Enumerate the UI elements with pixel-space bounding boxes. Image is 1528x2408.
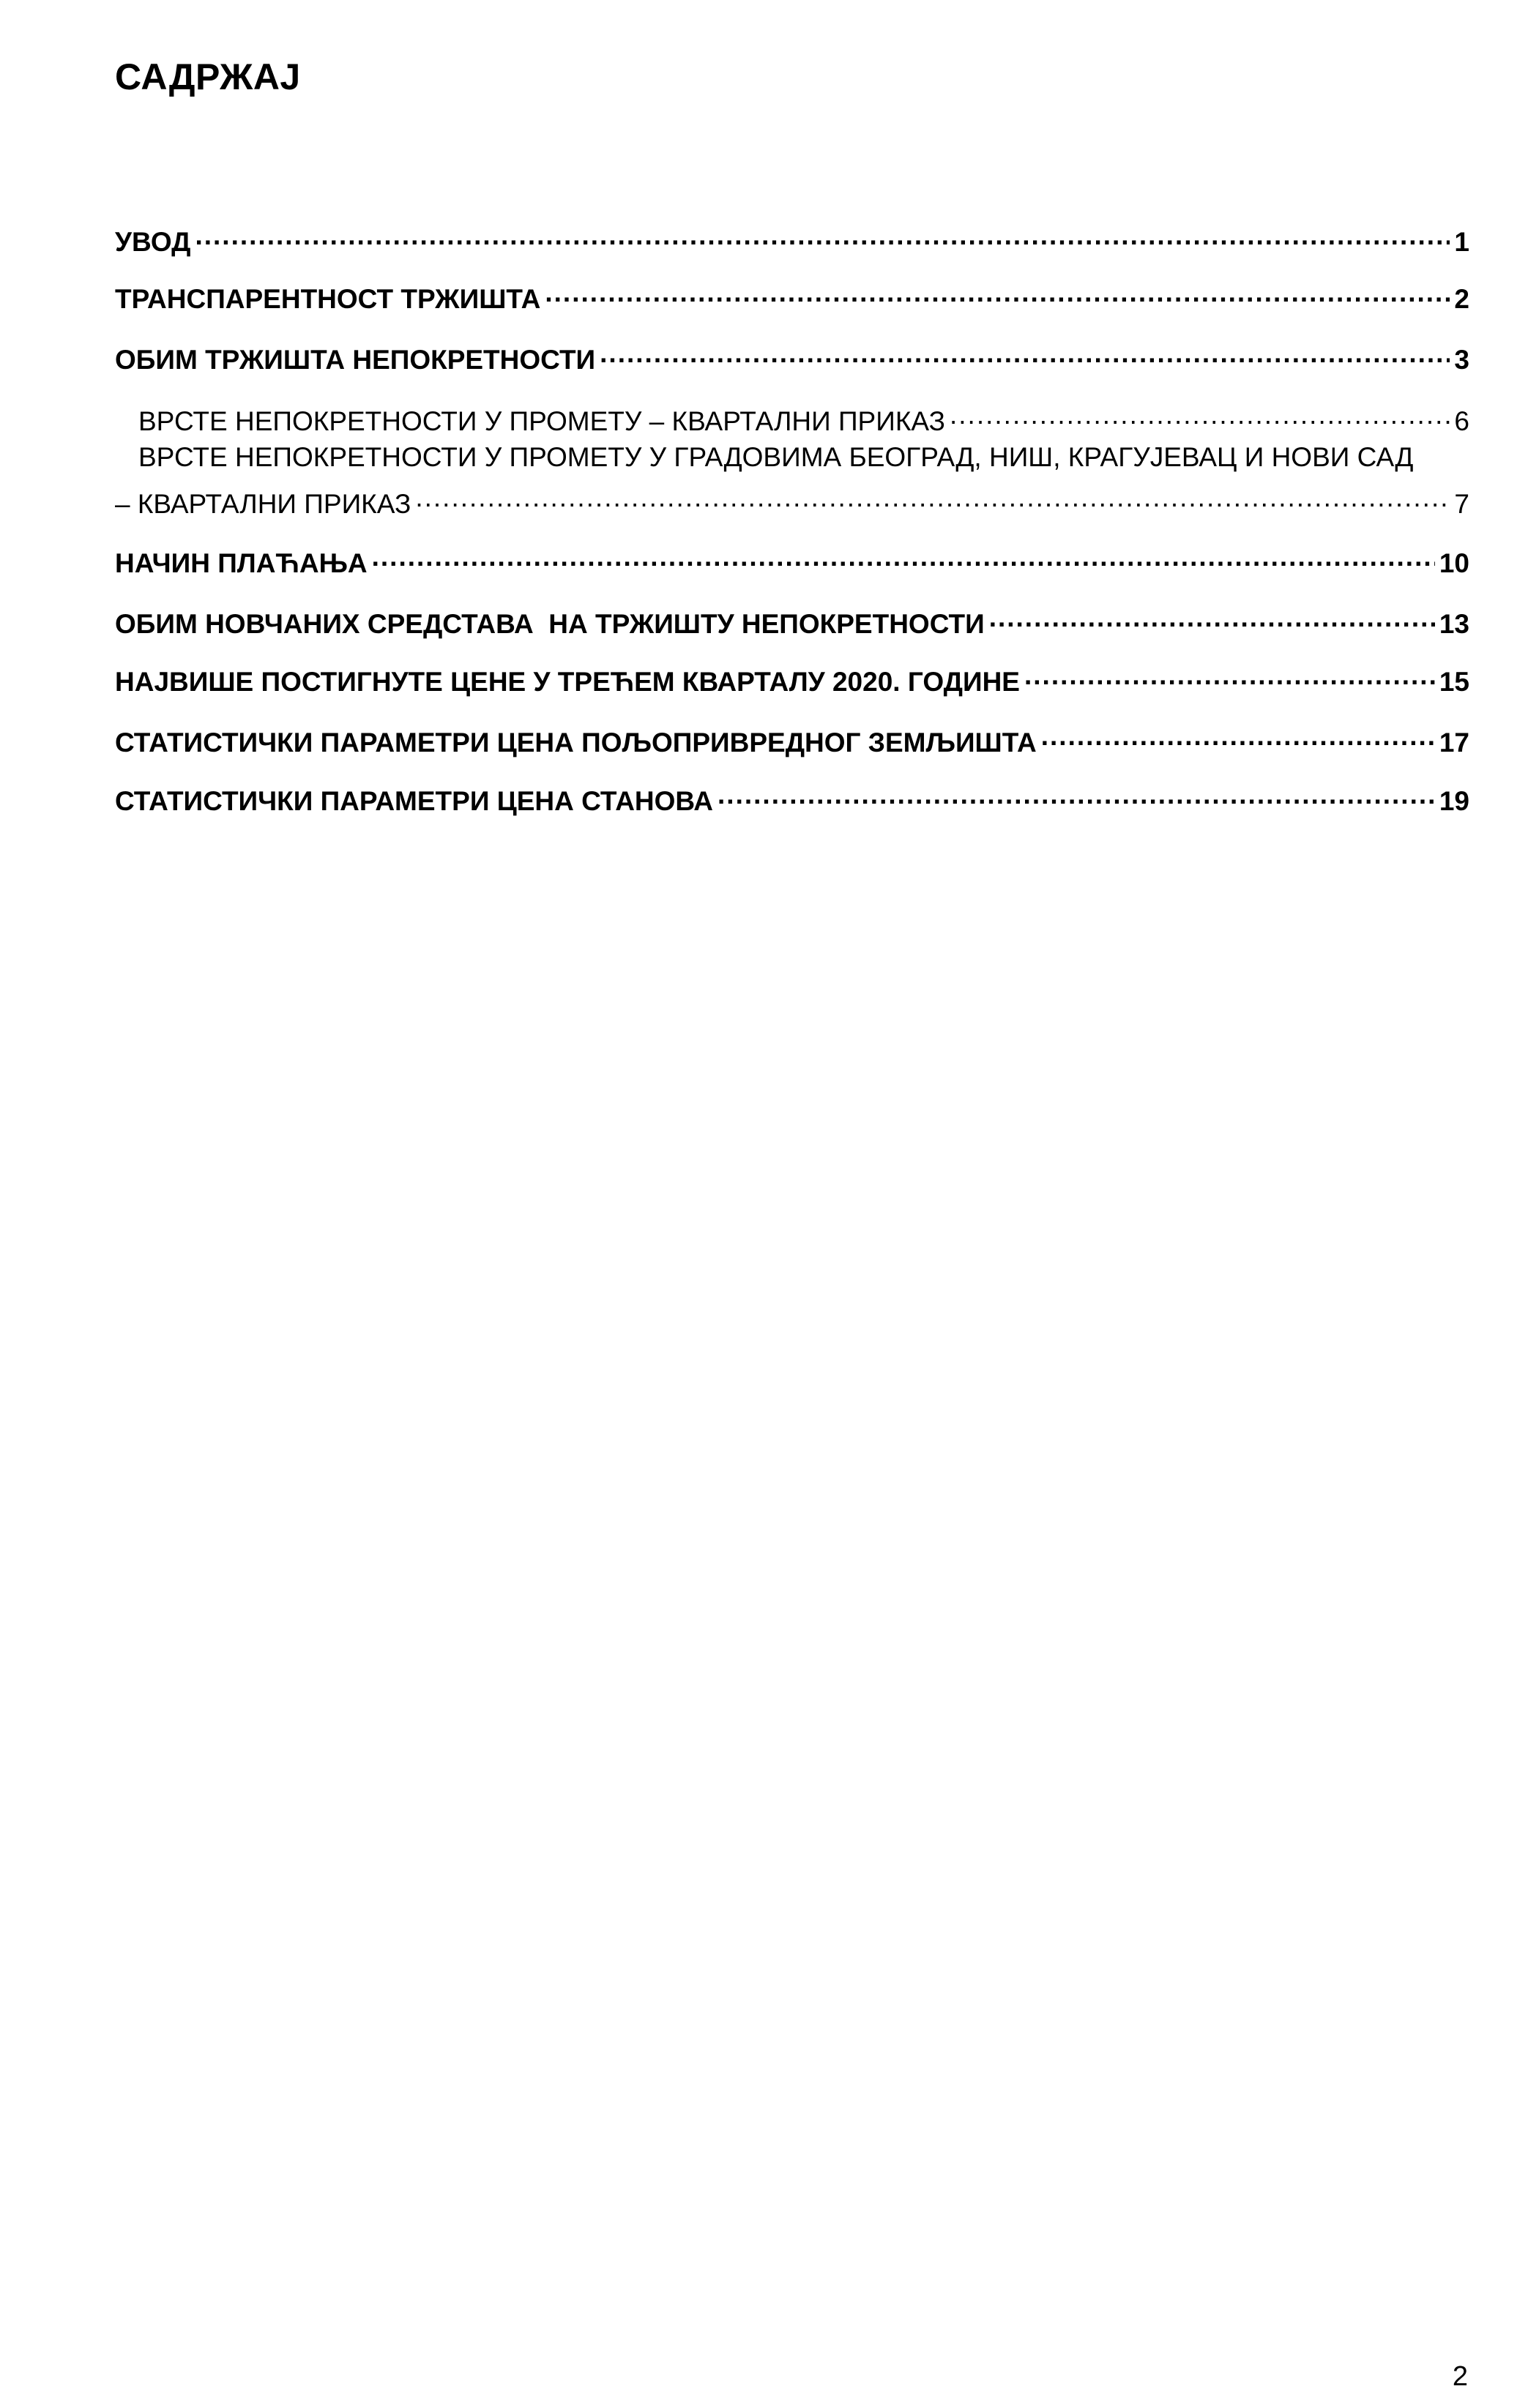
toc-entry-najvise-cene[interactable] — [115, 664, 1469, 698]
toc-entry-label: УВОД — [115, 227, 191, 257]
toc-entry-label: – КВАРТАЛНИ ПРИКАЗ — [115, 489, 411, 519]
toc-entry-page: 19 — [1439, 786, 1469, 816]
toc-subentry-vrste-gradovi-line2[interactable] — [115, 486, 1469, 520]
page-title: САДРЖАЈ — [115, 56, 301, 97]
toc-dot-leader — [415, 486, 1450, 513]
toc-dot-leader — [1024, 664, 1435, 691]
toc-entry-label: ВРСТЕ НЕПОКРЕТНОСТИ У ПРОМЕТУ У ГРАДОВИМА БЕОГРАД, НИШ, КРАГУЈЕВАЦ И НОВИ САД — [138, 442, 1414, 472]
toc-entry-label: СТАТИСТИЧКИ ПАРАМЕТРИ ЦЕНА ПОЉОПРИВРЕДНОГ ЗЕМЉИШТА — [115, 728, 1037, 758]
toc-entry-uvod[interactable] — [115, 224, 1469, 258]
toc-entry-page: 13 — [1439, 609, 1469, 639]
toc-dot-leader — [545, 281, 1450, 308]
toc-entry-label: СТАТИСТИЧКИ ПАРАМЕТРИ ЦЕНА СТАНОВА — [115, 786, 714, 816]
toc-entry-page: 10 — [1439, 548, 1469, 578]
toc-entry-transparentnost[interactable] — [115, 281, 1469, 315]
toc-entry-page: 7 — [1454, 489, 1469, 519]
toc-entry-page: 3 — [1454, 345, 1469, 375]
toc-entry-obim-novcanih[interactable] — [115, 606, 1469, 640]
toc-entry-cene-stanova[interactable] — [115, 783, 1469, 817]
toc-subentry-vrste-gradovi-line1[interactable] — [138, 442, 1469, 473]
toc-entry-page: 1 — [1454, 227, 1469, 257]
toc-dot-leader — [989, 606, 1435, 633]
toc-entry-label: ОБИМ НОВЧАНИХ СРЕДСТАВА НА ТРЖИШТУ НЕПОКРЕТНОСТИ — [115, 609, 985, 639]
toc-entry-page: 15 — [1439, 667, 1469, 697]
toc-entry-page: 17 — [1439, 728, 1469, 758]
toc-entry-obim-trzista[interactable] — [115, 342, 1469, 375]
toc-dot-leader — [1041, 725, 1435, 752]
toc-entry-label: ОБИМ ТРЖИШТА НЕПОКРЕТНОСТИ — [115, 345, 596, 375]
toc-dot-leader — [718, 783, 1435, 810]
toc-entry-label: ТРАНСПАРЕНТНОСТ ТРЖИШТА — [115, 284, 541, 314]
toc-dot-leader — [600, 342, 1450, 369]
toc-entry-poljoprivredno-zemljiste[interactable] — [115, 725, 1469, 758]
toc-dot-leader — [950, 403, 1450, 430]
toc-subentry-vrste-kvartalni[interactable] — [138, 403, 1469, 437]
toc-dot-leader — [195, 224, 1450, 251]
toc-entry-label: НАЧИН ПЛАЋАЊА — [115, 548, 368, 578]
toc-entry-label: НАЈВИШЕ ПОСТИГНУТЕ ЦЕНЕ У ТРЕЋЕМ КВАРТАЛУ 2020. ГОДИНЕ — [115, 667, 1020, 697]
toc-entry-page: 6 — [1454, 406, 1469, 436]
toc-dot-leader — [372, 545, 1435, 572]
toc-entry-page: 2 — [1454, 284, 1469, 314]
toc-entry-nacin-placanja[interactable] — [115, 545, 1469, 579]
footer-page-number: 2 — [1452, 2361, 1468, 2392]
toc-entry-label: ВРСТЕ НЕПОКРЕТНОСТИ У ПРОМЕТУ – КВАРТАЛНИ ПРИКАЗ — [138, 406, 945, 436]
